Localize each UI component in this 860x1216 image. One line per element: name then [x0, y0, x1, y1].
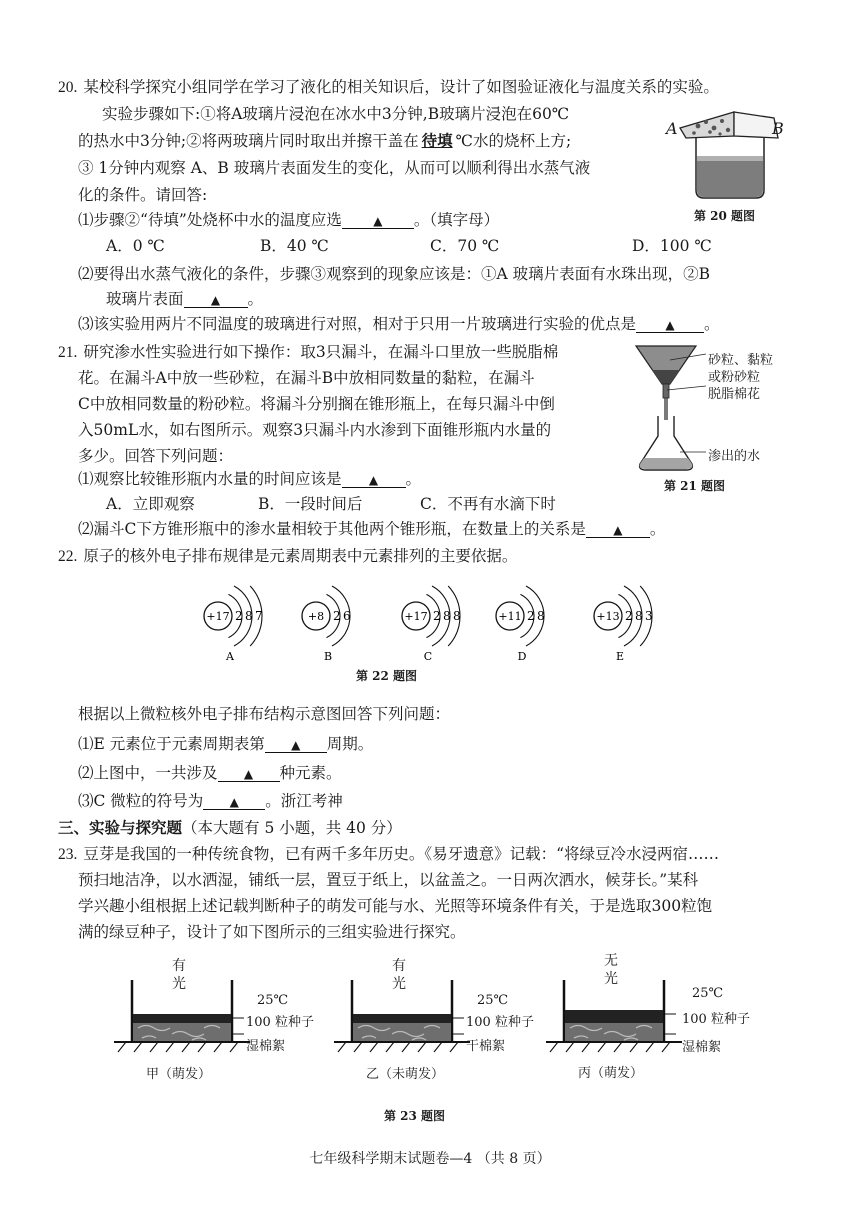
seeds-layer — [353, 1014, 451, 1023]
shell-electron-count: 3 — [645, 609, 653, 623]
q21-stem: 研究渗水性实验进行如下操作：取3只漏斗，在漏斗口里放一些脱脂棉 — [83, 343, 559, 361]
atom-letter: E — [615, 650, 625, 663]
q23-stem-line1 — [58, 843, 719, 866]
bedding-label: 湿棉絮 — [246, 1039, 286, 1054]
q22-part1 — [78, 733, 373, 755]
nucleus-charge: +13 — [596, 610, 620, 623]
q20-step-line3: ③ 1分钟内观察 A、B 玻璃片表面发生的变化，从而可以顺利得出水蒸气液 — [78, 159, 591, 177]
q23-stem-line3: 学兴趣小组根据上述记载判断种子的萌发可能与水、光照等环境条件有关，于是选取300粒饱 — [78, 897, 713, 915]
shell-electron-count: 8 — [635, 609, 643, 623]
shell-electron-count: 2 — [527, 609, 535, 623]
q20-option-d: D．100 ℃ — [632, 237, 712, 255]
bedding-label: 湿棉絮 — [682, 1040, 722, 1055]
q23-number: 23. — [58, 846, 78, 863]
temperature-label: 25℃ — [257, 993, 289, 1008]
blank-marker: ▲ — [613, 523, 623, 537]
q23-stem: 豆芽是我国的一种传统食物，已有两千多年历史。《易牙遗意》记载：“将绿豆冷水浸两宿…… — [83, 845, 720, 863]
atom-letter: C — [423, 650, 433, 663]
atom-diagram-a — [204, 586, 263, 663]
blank-marker: ▲ — [210, 293, 221, 307]
q21-part2-end: 。 — [649, 520, 666, 538]
answer-blank[interactable] — [203, 795, 265, 810]
q22-part3 — [78, 790, 343, 812]
light-condition-2: 光 — [172, 976, 186, 992]
blank-marker: ▲ — [665, 318, 675, 332]
section-3-title: 三、实验与探究题 — [58, 818, 183, 837]
q23-stem-line4: 满的绿豆种子，设计了如下图所示的三组实验进行探究。 — [78, 923, 466, 941]
q20-part2-line1: ⑵要得出水蒸气液化的条件，步骤③观察到的现象应该是：①A 玻璃片表面有水珠出现，②B — [78, 265, 711, 283]
nucleus-charge: +17 — [206, 610, 230, 623]
light-condition-2: 光 — [392, 976, 406, 992]
section-3-note: （本大题有 5 小题，共 40 分） — [182, 819, 402, 837]
seeds-layer — [133, 1014, 231, 1023]
q21-stem-line4: 入50mL水，如右图所示。观察3只漏斗内水渗到下面锥形瓶内水量的 — [78, 421, 552, 439]
atom-diagram-c — [402, 586, 461, 663]
q20-part3-end: 。 — [704, 315, 720, 333]
q21-fig-label-cotton: 脱脂棉花 — [708, 387, 761, 402]
q20-step-text: 的热水中3分钟;②将两玻璃片同时取出并擦干盖在 — [78, 132, 419, 150]
temperature-label: 25℃ — [477, 993, 509, 1008]
q22-part2 — [78, 762, 342, 784]
q23-figure-caption: 第 23 题图 — [384, 1109, 446, 1123]
blank-marker: ▲ — [291, 738, 301, 752]
q23-tray-bing — [544, 970, 684, 1062]
q20-option-c: C．70 ℃ — [430, 237, 500, 255]
atom-diagram-b — [302, 586, 351, 663]
shell-electron-count: 8 — [245, 609, 253, 623]
nucleus-charge: +11 — [498, 610, 522, 623]
shell-electron-count: 8 — [453, 609, 461, 623]
beaker-water — [697, 160, 763, 197]
answer-blank[interactable] — [636, 318, 704, 333]
q22-atom-diagrams — [190, 572, 660, 672]
q23-tray-yi — [332, 970, 472, 1062]
glass-plate-a — [680, 112, 734, 138]
q20-part2-line2 — [106, 288, 263, 310]
section-3-header — [58, 817, 402, 839]
q20-part1-text: ⑴步骤②“待填”处烧杯中水的温度应选 — [78, 211, 342, 229]
q21-fig-label-soil: 砂粒、黏粒 — [708, 353, 774, 368]
q20-stem: 某校科学探究小组同学在学习了液化的相关知识后，设计了如图验证液化与温度关系的实验。 — [83, 78, 719, 96]
answer-blank[interactable] — [342, 214, 414, 229]
nucleus-charge: +8 — [307, 610, 325, 623]
q21-stem-line3: C中放相同数量的粉砂粒。将漏斗分别搁在锥形瓶上，在每只漏斗中倒 — [78, 395, 555, 413]
q20-part3 — [78, 313, 720, 335]
q20-part1 — [78, 209, 499, 231]
q22-part2-text: ⑵上图中，一共涉及 — [78, 764, 218, 782]
q20-figure-caption: 第 20 题图 — [694, 209, 756, 223]
atom-diagram-d — [496, 586, 545, 663]
cotton-plug — [663, 384, 669, 398]
answer-blank[interactable] — [586, 523, 650, 538]
light-condition: 有 — [172, 958, 186, 974]
q21-option-c: C．不再有水滴下时 — [420, 495, 556, 513]
shell-electron-count: 6 — [343, 609, 351, 623]
q22-intro: 根据以上微粒核外电子排布结构示意图回答下列问题： — [78, 705, 451, 723]
q20-step-line4: 化的条件。请回答: — [78, 186, 208, 204]
light-condition: 有 — [392, 958, 406, 974]
q23-group-yi — [332, 955, 542, 1090]
q21-figure-caption: 第 21 题图 — [664, 479, 726, 493]
q21-option-a: A．立即观察 — [106, 495, 195, 513]
atom-letter: A — [226, 650, 234, 663]
q20-part1-end: 。（填字母） — [413, 211, 500, 229]
q21-part1 — [78, 468, 421, 490]
q20-fig-label-b: B — [772, 119, 784, 138]
shell-electron-count: 7 — [255, 609, 263, 623]
q23-tray-jia — [112, 970, 252, 1062]
seeds-label: 100 粒种子 — [466, 1015, 534, 1030]
seeds-layer — [565, 1010, 663, 1023]
q21-stem-line1 — [58, 341, 558, 364]
q21-fig-label-water: 渗出的水 — [708, 449, 761, 464]
q22-stem-line — [58, 545, 517, 568]
q20-option-b: B．40 ℃ — [260, 237, 329, 255]
q22-part3-end: 。浙江考神 — [265, 792, 343, 810]
q23-stem-line2: 预扫地洁净，以水洒湿，铺纸一层，置豆于纸上，以盆盖之。一日两次洒水，候芽长。”某科 — [78, 871, 699, 889]
shell-electron-count: 2 — [235, 609, 243, 623]
q21-stem-line2: 花。在漏斗A中放一些砂粒，在漏斗B中放相同数量的黏粒，在漏斗 — [78, 369, 535, 387]
q20-step-line: 实验步骤如下:①将A玻璃片浸泡在冰水中3分钟,B玻璃片浸泡在60℃ — [102, 105, 570, 123]
q22-stem: 原子的核外电子排布规律是元素周期表中元素排列的主要依据。 — [83, 547, 518, 565]
atom-diagram-e — [594, 586, 653, 663]
q21-stem-line5: 多少。回答下列问题： — [78, 447, 234, 465]
q20-underlined-placeholder: 待填 — [421, 131, 453, 150]
q21-part2 — [78, 518, 665, 540]
group-label: 丙（萌发） — [578, 1066, 644, 1081]
q22-figure-caption: 第 22 题图 — [356, 669, 418, 683]
blank-marker: ▲ — [243, 767, 254, 781]
seeped-water — [640, 458, 693, 469]
q20-part2-end: 。 — [247, 290, 264, 308]
shell-electron-count: 8 — [443, 609, 451, 623]
q21-part1-text: ⑴观察比较锥形瓶内水量的时间应该是 — [78, 470, 342, 488]
blank-marker: ▲ — [373, 214, 383, 228]
shell-electron-count: 2 — [433, 609, 441, 623]
q21-part2-text: ⑵漏斗C下方锥形瓶中的渗水量相较于其他两个锥形瓶，在数量上的关系是 — [78, 520, 586, 538]
q21-funnel-figure — [630, 340, 710, 474]
soil-sample — [652, 370, 680, 384]
atom-letter: D — [517, 650, 527, 663]
blank-marker: ▲ — [229, 795, 239, 809]
temperature-label: 25℃ — [692, 986, 724, 1001]
light-condition: 无 — [604, 953, 618, 969]
page-footer: 七年级科学期末试题卷—4 （共 8 页） — [309, 1151, 551, 1167]
q22-part1-end: 周期。 — [326, 735, 374, 753]
shell-electron-count: 8 — [537, 609, 545, 623]
q20-step-text-end: ℃水的烧杯上方; — [455, 132, 572, 150]
q22-part2-end: 种元素。 — [279, 764, 342, 782]
q20-stem-line1 — [58, 76, 719, 99]
group-label: 甲（萌发） — [146, 1067, 212, 1082]
shell-electron-count: 2 — [625, 609, 633, 623]
q21-part1-end: 。 — [405, 470, 422, 488]
bedding-label: 干棉絮 — [466, 1039, 506, 1054]
seeds-label: 100 粒种子 — [682, 1012, 750, 1027]
q22-part3-text: ⑶C 微粒的符号为 — [78, 792, 204, 810]
q20-part2-text: 玻璃片表面 — [106, 290, 184, 308]
shell-electron-count: 2 — [333, 609, 341, 623]
q20-option-a: A．0 ℃ — [106, 237, 165, 255]
answer-blank[interactable] — [184, 293, 248, 308]
answer-blank[interactable] — [265, 738, 327, 753]
nucleus-charge: +17 — [404, 610, 428, 623]
q20-part3-text: ⑶该实验用两片不同温度的玻璃进行对照，相对于只用一片玻璃进行实验的优点是 — [78, 315, 637, 333]
light-condition-2: 光 — [604, 971, 618, 987]
seeds-label: 100 粒种子 — [246, 1015, 314, 1030]
q21-number: 21. — [58, 344, 78, 361]
answer-blank[interactable] — [218, 767, 280, 782]
answer-blank[interactable] — [342, 473, 406, 488]
q22-number: 22. — [58, 548, 78, 565]
q21-option-b: B．一段时间后 — [258, 495, 363, 513]
q20-number: 20. — [58, 79, 78, 96]
blank-marker: ▲ — [368, 473, 379, 487]
q23-group-bing — [544, 950, 774, 1090]
group-label: 乙（未萌发） — [366, 1067, 445, 1082]
q20-fig-label-a: A — [666, 119, 678, 138]
atom-letter: B — [323, 650, 333, 663]
q20-step-line2 — [78, 130, 571, 152]
q22-part1-text: ⑴E 元素位于元素周期表第 — [78, 735, 265, 753]
q21-fig-label-soil-2: 或粉砂粒 — [708, 370, 761, 385]
